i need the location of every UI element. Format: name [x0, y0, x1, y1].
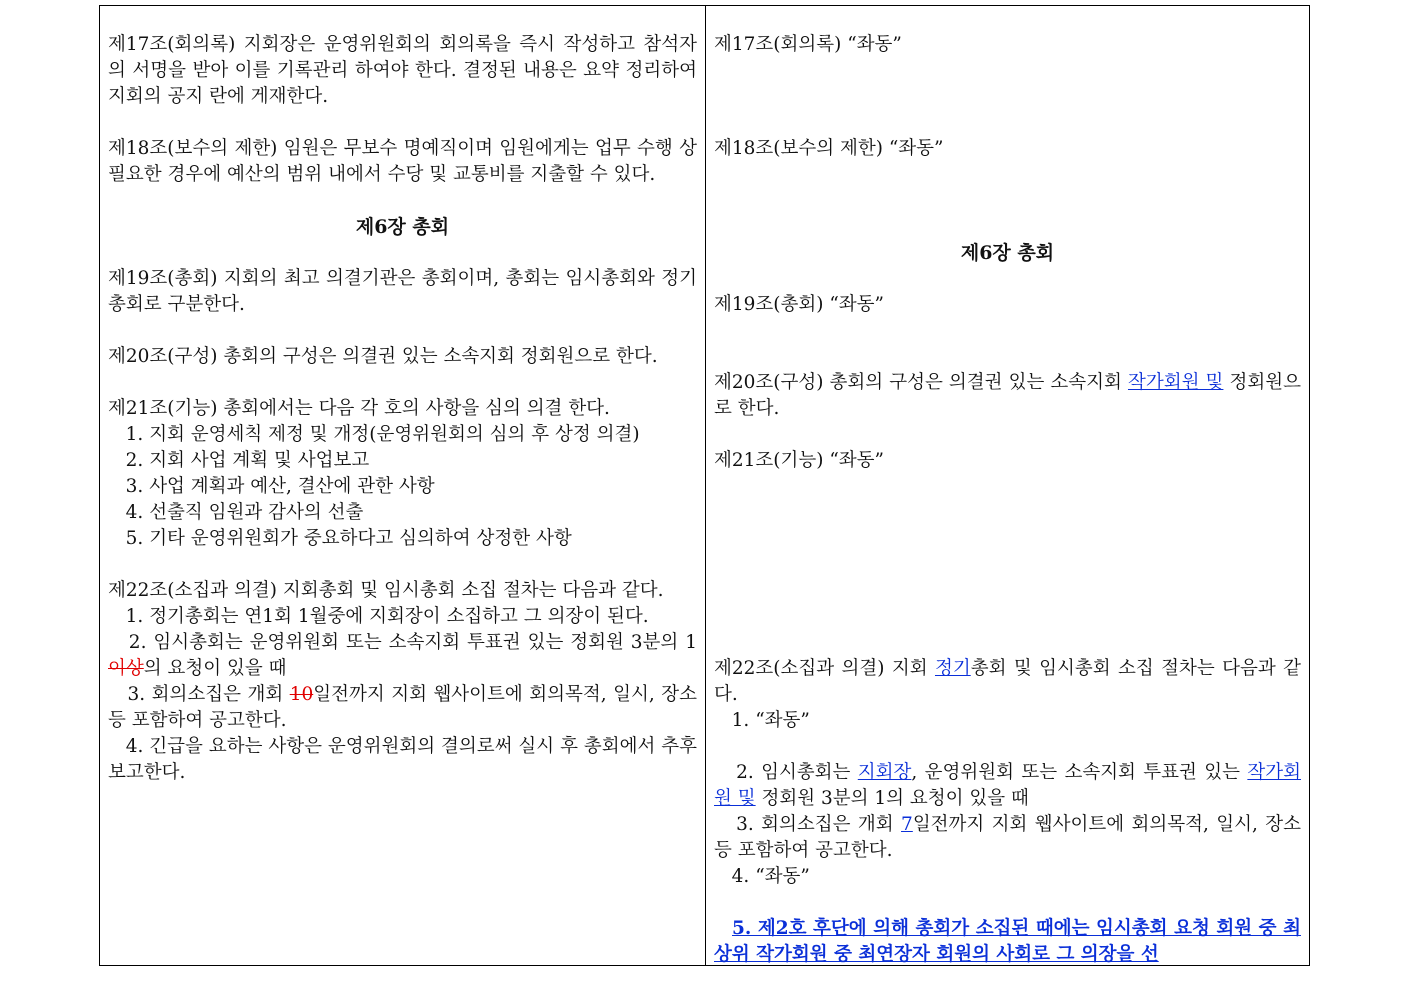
inserted-text: 작가회원 및: [714, 762, 1301, 809]
left-article-22-item-2: 2. 임시총회는 운영위원회 또는 소속지회 투표권 있는 정회원 3분의 1이상의 요청이 있을 때: [108, 632, 697, 679]
inserted-text: 7: [901, 814, 913, 835]
right-article-22-item-5: [714, 916, 1301, 965]
right-article-20: 제20조(구성) 총회의 구성은 의결권 있는 소속지회 작가회원 및 정회원으로 한다.: [714, 372, 1301, 419]
right-article-21: 제21조(기능) “좌동”: [714, 450, 884, 471]
right-article-22-item-1: 1. “좌동”: [731, 710, 810, 731]
left-article-22: 제22조(소집과 의결) 지회총회 및 임시총회 소집 절차는 다음과 같다.: [108, 580, 664, 601]
right-article-22-item-2: 2. 임시총회는 지회장, 운영위원회 또는 소속지회 투표권 있는 작가회원 및 정회원 3분의 1의 요청이 있을 때: [714, 762, 1301, 809]
inserted-text: 작가회원 및: [1127, 372, 1224, 393]
deleted-text: 이상: [108, 658, 144, 679]
left-article-21: 제21조(기능) 총회에서는 다음 각 호의 사항을 심의 의결 한다.: [108, 398, 610, 419]
left-article-18: 제18조(보수의 제한) 임원은 무보수 명예직이며 임원에게는 업무 수행 상 필요한 경우에 예산의 범위 내에서 수당 및 교통비를 지출할 수 있다.: [108, 138, 697, 185]
left-article-21-item-2: 2. 지회 사업 계획 및 사업보고: [125, 450, 370, 471]
right-article-22: 제22조(소집과 의결) 지회 정기총회 및 임시총회 소집 절차는 다음과 같다.: [714, 658, 1301, 705]
right-article-19: 제19조(총회) “좌동”: [714, 294, 884, 315]
left-article-19: 제19조(총회) 지회의 최고 의결기관은 총회이며, 총회는 임시총회와 정기총회로 구분한다.: [108, 268, 697, 315]
left-article-21-item-3: 3. 사업 계획과 예산, 결산에 관한 사항: [125, 476, 435, 497]
deleted-text: 10: [289, 684, 314, 705]
current-text-column: [100, 6, 706, 965]
inserted-text: 5. 제2호 후단에 의해 총회가 소집된 때에는 임시총회 요청 회원 중 최상위 작가회원 중 최연장자 회원의 사회로 그 의장을 선: [714, 918, 1301, 965]
left-article-22-item-1: 1. 정기총회는 연1회 1월중에 지회장이 소집하고 그 의장이 된다.: [125, 606, 649, 627]
left-article-17: 제17조(회의록) 지회장은 운영위원회의 회의록을 즉시 작성하고 참석자의 서명을 받아 이를 기록관리 하여야 한다. 결정된 내용은 요약 정리하여 지회의 공지 란에 게재한다.: [108, 34, 697, 107]
left-article-21-item-5: 5. 기타 운영위원회가 중요하다고 심의하여 상정한 사항: [125, 528, 572, 549]
left-article-21-item-4: 4. 선출직 임원과 감사의 선출: [125, 502, 364, 523]
revised-text-column: [706, 6, 1309, 965]
left-article-22-item-4: 4. 긴급을 요하는 사항은 운영위원회의 결의로써 실시 후 총회에서 추후 보고한다.: [108, 736, 697, 783]
left-chapter-6-heading: 제6장 총회: [355, 216, 450, 238]
right-article-22-item-3: 3. 회의소집은 개회 7일전까지 지회 웹사이트에 회의목적, 일시, 장소 등 포함하여 공고한다.: [714, 814, 1302, 861]
left-article-20: 제20조(구성) 총회의 구성은 의결권 있는 소속지회 정회원으로 한다.: [108, 346, 658, 367]
comparison-table: [99, 5, 1310, 966]
right-article-22-item-4: 4. “좌동”: [731, 866, 810, 887]
right-article-17: 제17조(회의록) “좌동”: [714, 34, 902, 55]
inserted-text: 정기: [934, 658, 971, 679]
inserted-text: 지회장: [857, 762, 912, 783]
left-article-21-item-1: 1. 지회 운영세칙 제정 및 개정(운영위원회의 심의 후 상정 의결): [125, 424, 640, 445]
right-article-18: 제18조(보수의 제한) “좌동”: [714, 138, 944, 159]
left-article-22-item-3: 3. 회의소집은 개회 10일전까지 지회 웹사이트에 회의목적, 일시, 장소 등 포함하여 공고한다.: [108, 684, 697, 731]
right-chapter-6-heading: 제6장 총회: [960, 242, 1055, 264]
